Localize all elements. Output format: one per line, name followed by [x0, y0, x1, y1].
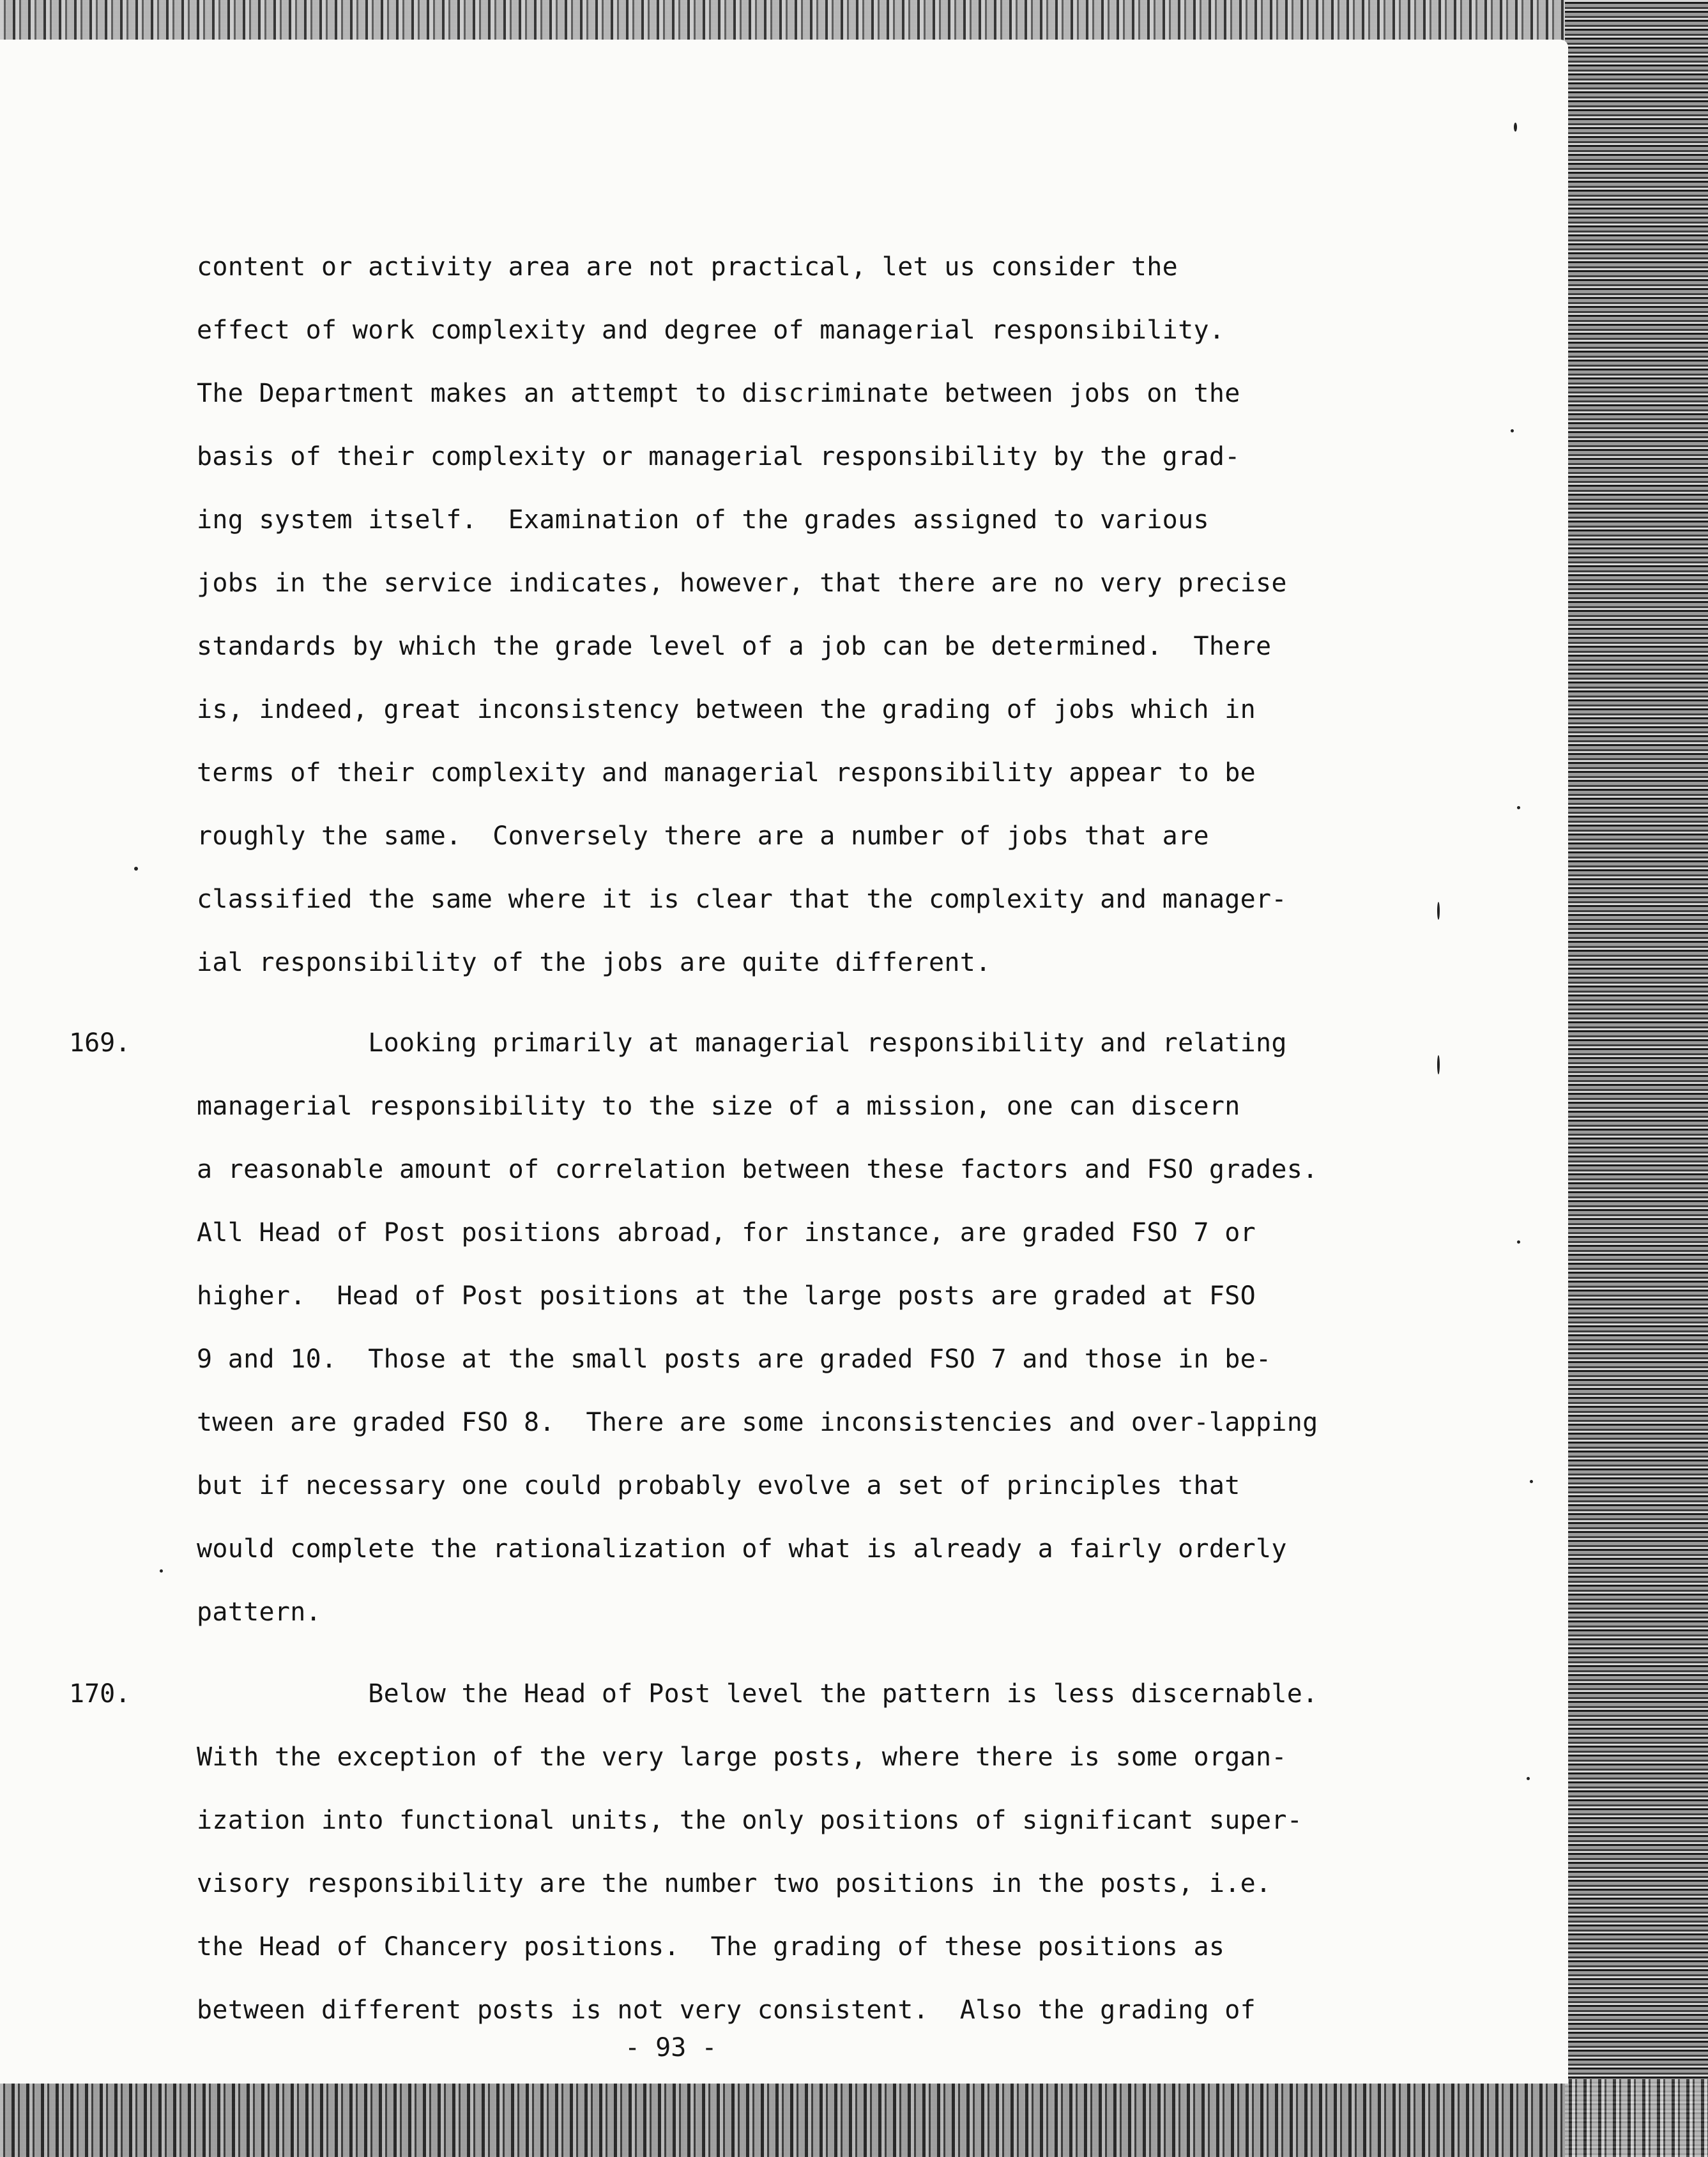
text-line: jobs in the service indicates, however, that there are no very precise: [197, 568, 1287, 598]
scan-speck: [1511, 429, 1514, 432]
scan-speck: [1514, 123, 1517, 132]
text-line: pattern.: [197, 1597, 322, 1627]
text-line: All Head of Post positions abroad, for instance, are graded FSO 7 or: [197, 1218, 1256, 1247]
text-line: basis of their complexity or managerial responsibility by the grad-: [197, 442, 1240, 471]
scan-speck: [134, 867, 138, 871]
scan-speck: [1527, 1777, 1530, 1780]
paragraph-number: 169.: [69, 1028, 131, 1058]
text-line: effect of work complexity and degree of managerial responsibility.: [197, 316, 1225, 345]
paragraph-number: 170.: [69, 1679, 131, 1709]
text-line: With the exception of the very large posts, where there is some organ-: [197, 1742, 1287, 1772]
text-line: ing system itself. Examination of the grades assigned to various: [197, 505, 1209, 535]
scan-right-edge: [1565, 0, 1708, 2157]
text-line: a reasonable amount of correlation between these factors and FSO grades.: [197, 1155, 1318, 1184]
text-line: is, indeed, great inconsistency between the grading of jobs which in: [197, 695, 1256, 724]
text-line: managerial responsibility to the size of a mission, one can discern: [197, 1092, 1240, 1121]
text-line: The Department makes an attempt to discriminate between jobs on the: [197, 379, 1240, 408]
text-line: Looking primarily at managerial responsibility and relating: [197, 1028, 1287, 1058]
scan-speck: [160, 1569, 163, 1573]
text-line: between different posts is not very consistent. Also the grading of: [197, 1995, 1256, 2025]
text-line: Below the Head of Post level the pattern is less discernable.: [197, 1679, 1318, 1709]
scan-bottom-edge: [0, 2079, 1708, 2157]
scan-speck: [1517, 1240, 1520, 1244]
text-line: tween are graded FSO 8. There are some inconsistencies and over-lapping: [197, 1408, 1318, 1437]
text-line: would complete the rationalization of what is already a fairly orderly: [197, 1534, 1287, 1564]
text-line: ial responsibility of the jobs are quite different.: [197, 948, 991, 977]
document-page: [0, 40, 1568, 2084]
page-number: - 93 -: [625, 2033, 717, 2062]
text-line: visory responsibility are the number two positions in the posts, i.e.: [197, 1869, 1272, 1898]
text-line: but if necessary one could probably evolve a set of principles that: [197, 1471, 1240, 1500]
text-line: content or activity area are not practical, let us consider the: [197, 252, 1178, 282]
text-line: 9 and 10. Those at the small posts are graded FSO 7 and those in be-: [197, 1345, 1272, 1374]
text-line: roughly the same. Conversely there are a number of jobs that are: [197, 821, 1209, 851]
scan-speck: [1517, 806, 1520, 809]
text-line: ization into functional units, the only positions of significant super-: [197, 1806, 1303, 1835]
text-line: the Head of Chancery positions. The grading of these positions as: [197, 1932, 1225, 1962]
text-line: higher. Head of Post positions at the large posts are graded at FSO: [197, 1281, 1256, 1311]
text-line: classified the same where it is clear that the complexity and manager-: [197, 885, 1287, 914]
scan-speck: [1530, 1480, 1533, 1483]
text-line: standards by which the grade level of a job can be determined. There: [197, 632, 1272, 661]
scan-speck: [1437, 1055, 1440, 1074]
scan-speck: [1437, 902, 1440, 920]
text-line: terms of their complexity and managerial responsibility appear to be: [197, 758, 1256, 788]
